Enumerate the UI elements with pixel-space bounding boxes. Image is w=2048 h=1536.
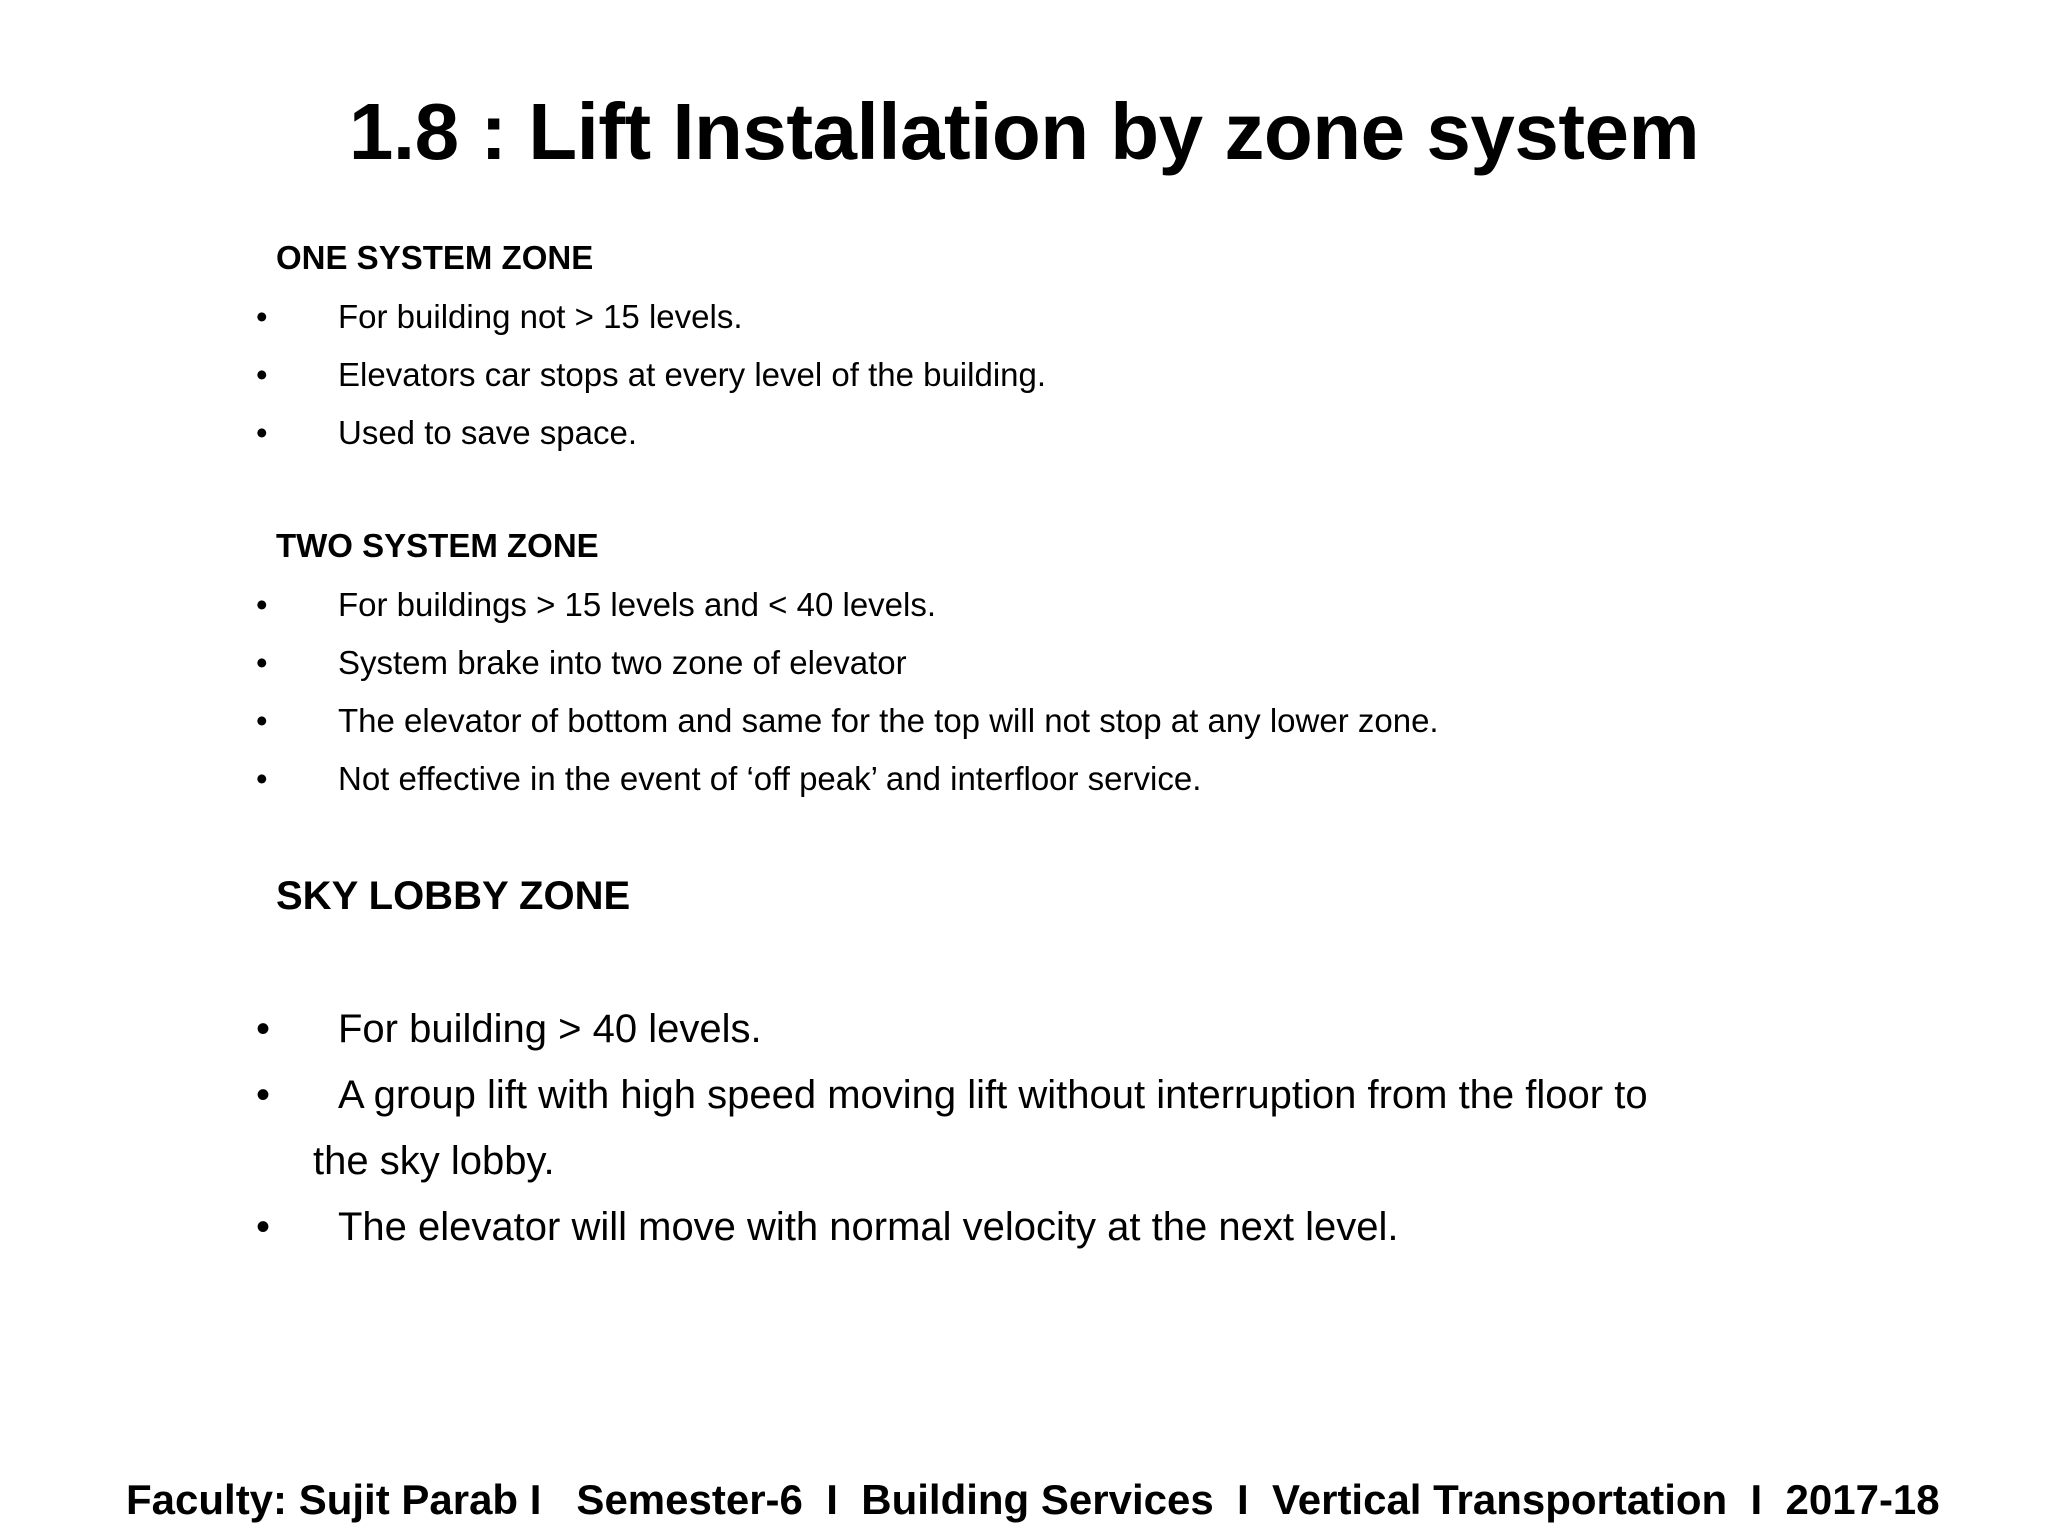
bullet-icon: • xyxy=(256,1073,271,1117)
sky-lobby-zone-heading: SKY LOBBY ZONE xyxy=(276,874,631,918)
one-system-zone-list xyxy=(256,288,1046,462)
bullet-icon: • xyxy=(256,644,268,681)
list-item xyxy=(256,634,1439,692)
list-item-text: Used to save space. xyxy=(338,414,637,451)
bullet-icon: • xyxy=(256,760,268,797)
bullet-icon: • xyxy=(256,1007,271,1051)
bullet-icon: • xyxy=(256,414,268,451)
two-system-zone-list xyxy=(256,576,1439,808)
list-item-text: For buildings > 15 levels and < 40 levels. xyxy=(338,586,937,623)
list-item-text: Elevators car stops at every level of the building. xyxy=(338,356,1047,393)
list-item-text: A group lift with high speed moving lift without interruption from the floor to xyxy=(338,1073,1648,1117)
slide-footer: Faculty: Sujit Parab I Semester-6 I Building Services I Vertical Transportation I 2017-18 xyxy=(126,1476,1940,1523)
list-item xyxy=(256,346,1046,404)
bullet-icon: • xyxy=(256,586,268,623)
one-system-zone-heading: ONE SYSTEM ZONE xyxy=(276,239,594,276)
list-item xyxy=(256,288,1046,346)
two-system-zone-heading: TWO SYSTEM ZONE xyxy=(276,527,599,564)
sky-lobby-zone-list xyxy=(256,996,1858,1260)
list-item-continuation: the sky lobby. xyxy=(313,1139,555,1183)
list-item xyxy=(256,1194,1858,1260)
list-item xyxy=(256,404,1046,462)
list-item xyxy=(256,692,1439,750)
bullet-icon: • xyxy=(256,298,268,335)
list-item xyxy=(256,996,1858,1062)
list-item-text: The elevator of bottom and same for the top will not stop at any lower zone. xyxy=(338,702,1439,739)
bullet-icon: • xyxy=(256,1205,271,1249)
list-item xyxy=(256,1062,1858,1194)
list-item-text: The elevator will move with normal velocity at the next level. xyxy=(338,1205,1399,1249)
list-item xyxy=(256,750,1439,808)
list-item-text: For building > 40 levels. xyxy=(338,1007,762,1051)
slide-title: 1.8 : Lift Installation by zone system xyxy=(348,87,1700,176)
list-item-text: For building not > 15 levels. xyxy=(338,298,743,335)
list-item xyxy=(256,576,1439,634)
bullet-icon: • xyxy=(256,356,268,393)
list-item-text: System brake into two zone of elevator xyxy=(338,644,907,681)
list-item-text: Not effective in the event of ‘off peak’ and interfloor service. xyxy=(338,760,1202,797)
bullet-icon: • xyxy=(256,702,268,739)
